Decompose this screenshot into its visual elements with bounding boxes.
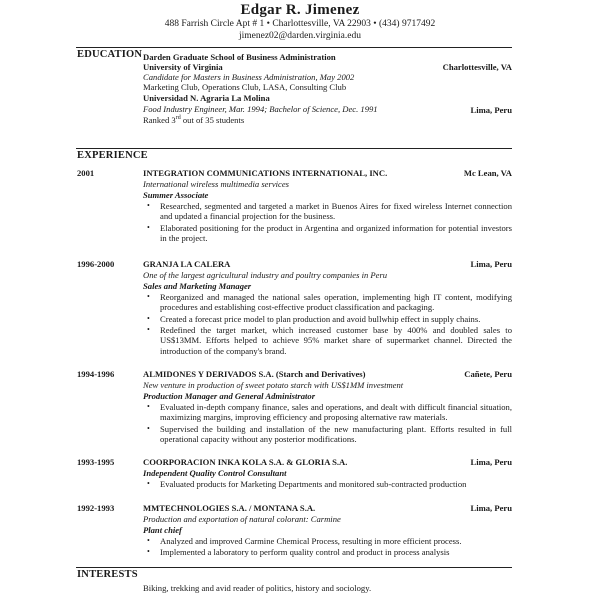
job-3-description: New venture in production of sweet potato starch with US$1MM investment — [143, 380, 404, 390]
job-5-bullet-2: Implemented a laboratory to perform quality control and product in process analysis — [160, 547, 450, 557]
bullet-icon: • — [147, 479, 150, 488]
job-5-dates: 1992-1993 — [77, 503, 115, 513]
job-5-description: Production and exportation of natural colorant: Carmine — [143, 514, 341, 524]
job-2-bullet-3: Redefined the target market, which increased customer base by 400% and doubled sales to US$13MM. Efforts helped to achieve 95% market share of supermarket channel. Directed the introduction of the company's brand. — [160, 325, 512, 356]
job-3-title: Production Manager and General Administrator — [143, 391, 316, 401]
bullet-icon: • — [147, 424, 150, 433]
job-2-location: Lima, Peru — [470, 259, 512, 269]
job-4-company: COORPORACION INKA KOLA S.A. & GLORIA S.A. — [143, 457, 348, 467]
job-1-title: Summer Associate — [143, 190, 209, 200]
school-1-name: Darden Graduate School of Business Administration — [143, 52, 336, 62]
school-1-degree: Candidate for Masters in Business Administration, May 2002 — [143, 72, 355, 82]
school-2-rank: Ranked 3rd out of 35 students — [143, 115, 245, 125]
school-2-location: Lima, Peru — [470, 105, 512, 115]
job-1-description: International wireless multimedia services — [143, 179, 289, 189]
job-5-location: Lima, Peru — [470, 503, 512, 513]
contact-address: 488 Farrish Circle Apt # 1 • Charlottesville, VA 22903 • (434) 9717492 — [164, 19, 436, 29]
section-heading-interests: INTERESTS — [77, 569, 138, 580]
bullet-icon: • — [147, 223, 150, 232]
job-5-title: Plant chief — [143, 525, 182, 535]
job-1-location: Mc Lean, VA — [463, 168, 512, 178]
section-heading-experience: EXPERIENCE — [77, 150, 148, 161]
school-1-university: University of Virginia — [143, 62, 223, 72]
job-4-location: Lima, Peru — [470, 457, 512, 467]
school-2-degree: Food Industry Engineer, Mar. 1994; Bachelor of Science, Dec. 1991 — [143, 104, 378, 114]
school-1-location: Charlottesville, VA — [442, 62, 512, 72]
job-1-bullet-1: Researched, segmented and targeted a market in Buenos Aires for fixed wireless Internet connection and updated a financial projection for the business. — [160, 201, 512, 222]
job-4-title: Independent Quality Control Consultant — [143, 468, 287, 478]
bullet-icon: • — [147, 201, 150, 210]
job-2-bullet-2: Created a forecast price model to plan production and avoid bullwhip effect in supply chains. — [160, 314, 481, 324]
job-4-bullet-1: Evaluated products for Marketing Departments and monitored sub-contracted production — [160, 479, 467, 489]
job-2-company: GRANJA LA CALERA — [143, 259, 231, 269]
section-divider — [76, 47, 512, 48]
job-3-dates: 1994-1996 — [77, 369, 115, 379]
job-2-title: Sales and Marketing Manager — [143, 281, 252, 291]
bullet-icon: • — [147, 325, 150, 334]
job-5-bullet-1: Analyzed and improved Carmine Chemical Process, resulting in more efficient process. — [160, 536, 462, 546]
bullet-icon: • — [147, 536, 150, 545]
job-1-company: INTEGRATION COMMUNICATIONS INTERNATIONAL, INC. — [143, 168, 388, 178]
bullet-icon: • — [147, 402, 150, 411]
job-1-bullet-2: Elaborated positioning for the product in Argentina and organized information for potential investors in the project. — [160, 223, 512, 244]
job-2-description: One of the largest agricultural industry and poultry companies in Peru — [143, 270, 388, 280]
contact-email[interactable]: jimenez02@darden.virginia.edu — [238, 31, 361, 41]
school-2-name: Universidad N. Agraria La Molina — [143, 93, 270, 103]
bullet-icon: • — [147, 292, 150, 301]
bullet-icon: • — [147, 314, 150, 323]
bullet-icon: • — [147, 547, 150, 556]
job-3-company: ALMIDONES Y DERIVADOS S.A. (Starch and Derivatives) — [143, 369, 366, 379]
job-3-bullet-2: Supervised the building and installation of the new manufacturing plant. Efforts resulted in full operational capacity without any posterior modifications. — [160, 424, 512, 445]
section-divider — [76, 148, 512, 149]
interests-text: Biking, trekking and avid reader of politics, history and sociology. — [143, 583, 372, 593]
job-3-bullet-1: Evaluated in-depth company finance, sales and operations, and dealt with difficult financial situation, maximizing margins, improving efficiency and proposing alternative raw materials. — [160, 402, 512, 423]
job-3-location: Cañete, Peru — [464, 369, 512, 379]
section-divider — [76, 567, 512, 568]
section-heading-education: EDUCATION — [77, 49, 143, 60]
job-2-dates: 1996-2000 — [77, 259, 115, 269]
job-2-bullet-1: Reorganized and managed the national sales operation, implementing high IT content, modifying procedures and establishing cost-effective product classification and packaging. — [160, 292, 512, 313]
job-5-company: MMTECHNOLOGIES S.A. / MONTANA S.A. — [143, 503, 316, 513]
job-1-dates: 2001 — [77, 168, 95, 178]
school-1-activities: Marketing Club, Operations Club, LASA, Consulting Club — [143, 82, 347, 92]
job-4-dates: 1993-1995 — [77, 457, 115, 467]
candidate-name: Edgar R. Jimenez — [240, 2, 360, 18]
